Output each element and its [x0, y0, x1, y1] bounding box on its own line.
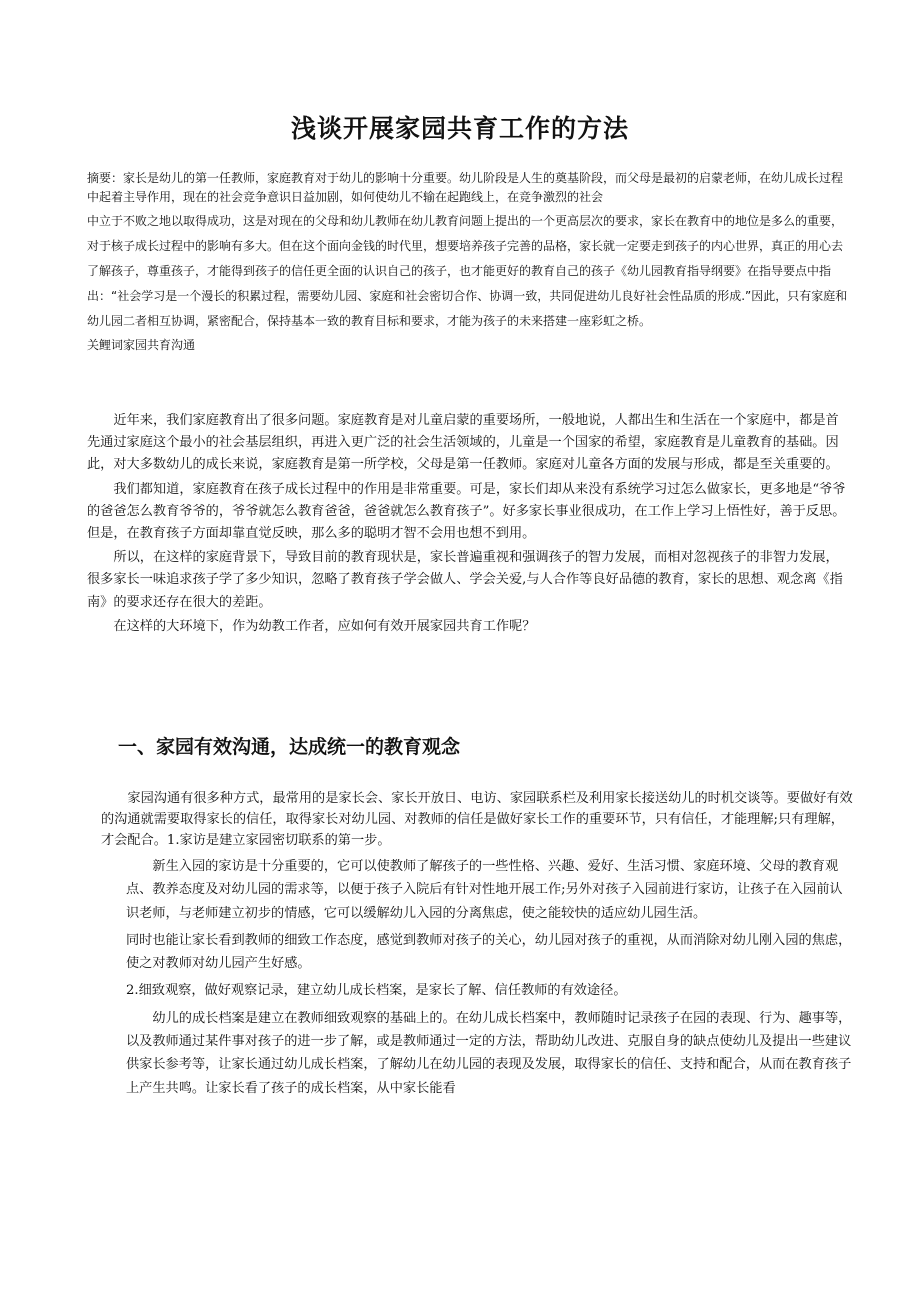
abstract-lead-text: 摘要：家长是幼儿的第一任教师，家庭教育对于幼儿的影响十分重要。幼儿阶段是人生的奠基阶段，而父母是最初的启蒙老师，在幼儿成长过程中起着主导作用，现在的社会竞争意识日益加剧，如何使幼儿不输在起跑线上，在竞争激烈的社会	[87, 171, 844, 204]
abstract-block	[87, 169, 850, 356]
section-heading: 一、家园有效沟通，达成统一的教育观念	[118, 736, 461, 758]
section-one-body	[126, 855, 852, 1100]
section-paragraph: 家园沟通有很多种方式，最常用的是家长会、家长开放日、电访、家园联系栏及利用家长接送幼儿的时机交谈等。要做好有效的沟通就需要取得家长的信任，取得家长对幼儿园、对教师的信任是做好家长工作的重要环节，只有信任，才能理解;只有理解，才会配合。1.家访是建立家园密切联系的第一步。	[101, 791, 853, 848]
introduction-block	[87, 410, 850, 640]
section-subheading: 2.细致观察，做好观察记录，建立幼儿成长档案，是家长了解、信任教师的有效途径。	[126, 983, 627, 999]
intro-paragraph: 在这样的大环境下，作为幼教工作者，应如何有效开展家园共育工作呢？	[113, 618, 536, 634]
intro-paragraph: 我们都知道，家庭教育在孩子成长过程中的作用是非常重要。可是，家长们却从来没有系统学习过怎么做家长，更多地是“爷爷的爸爸怎么教育爷爷的，爷爷就怎么教育爸爸，爸爸就怎么教育孩子”。好多家长事业很成功，在工作上学习上悟性好，善于反思。但是，在教育孩子方面却靠直觉反映，那么多的聪明才智不会用也想不到用。	[87, 481, 846, 542]
intro-paragraph: 近年来，我们家庭教育出了很多问题。家庭教育是对儿童启蒙的重要场所，一般地说，人都出生和生活在一个家庭中，都是首先通过家庭这个最小的社会基层组织，再进入更广泛的社会生活领域的，儿童是一个国家的希望，家庭教育是儿童教育的基础。因此，对大多数幼儿的成长来说，家庭教育是第一所学校，父母是第一任教师。家庭对儿童各方面的发展与形成，都是至关重要的。	[87, 413, 839, 473]
document-title: 浅谈开展家园共育工作的方法	[290, 113, 629, 143]
keywords-line: 关鲤词家园共育沟通	[87, 338, 196, 352]
section-paragraph: 新生入园的家访是十分重要的，它可以使教师了解孩子的一些性格、兴趣、爱好、生活习惯、家庭环境、父母的教育观点、教养态度及对幼儿园的需求等，以便于孩子入院后有针对性地开展工作;另外对孩子入园前进行家访，让孩子在入园前认识老师，与老师建立初步的情感，它可以缓解幼儿入园的分离焦虑，使之能较快的适应幼儿园生活。	[126, 859, 843, 921]
section-paragraph: 同时也能让家长看到教师的细致工作态度，感觉到教师对孩子的关心，幼儿园对孩子的重视，从而消除对幼儿刚入园的焦虑，使之对教师对幼儿园产生好感。	[126, 932, 852, 972]
abstract-body-text: 中立于不败之地以取得成功，这是对现在的父母和幼儿教师在幼儿教育问题上提出的一个更高层次的要求，家长在教育中的地位是多么的重要，对于核子成长过程中的影响有多大。但在这个面向金钱的时代里，想要培养孩子完善的品格，家长就一定要走到孩子的内心世界，真正的用心去了解孩子，尊重孩子，才能得到孩子的信任更全面的认识自己的孩子，也才能更好的教育自己的孩子《幼儿园教育指导纲要》在指导要点中指出：“社会学习是一个漫长的积累过程，需要幼儿园、家庭和社会密切合作、协调一致，共同促进幼儿良好社会性品质的形成.”因此，只有家庭和幼儿园二者相互协调，紧密配合，保持基本一致的教育目标和要求，才能为孩子的未来搭建一座彩虹之桥。	[87, 214, 848, 328]
section-one-intro	[101, 788, 853, 851]
section-paragraph: 幼儿的成长档案是建立在教师细致观察的基础上的。在幼儿成长档案中，教师随时记录孩子在园的表现、行为、趣事等，以及教师通过某件事对孩子的进一步了解，或是教师通过一定的方法，帮助幼儿改进、克服自身的缺点使幼儿及提出一些建议供家长参考等，让家长通过幼儿成长档案，了解幼儿在幼儿园的表现及发展，取得家长的信任、支持和配合，从而在教育孩子上产生共鸣。让家长看了孩子的成长档案，从中家长能看	[126, 1010, 852, 1096]
intro-paragraph: 所以，在这样的家庭背景下，导致目前的教育现状是，家长普遍重视和强调孩子的智力发展，而相对忽视孩子的非智力发展，很多家长一味追求孩子学了多少知识，忽略了教育孩子学会做人、学会关爱,与人合作等良好品德的教育，家长的思想、观念离《指南》的要求还存在很大的差距。	[87, 550, 843, 610]
